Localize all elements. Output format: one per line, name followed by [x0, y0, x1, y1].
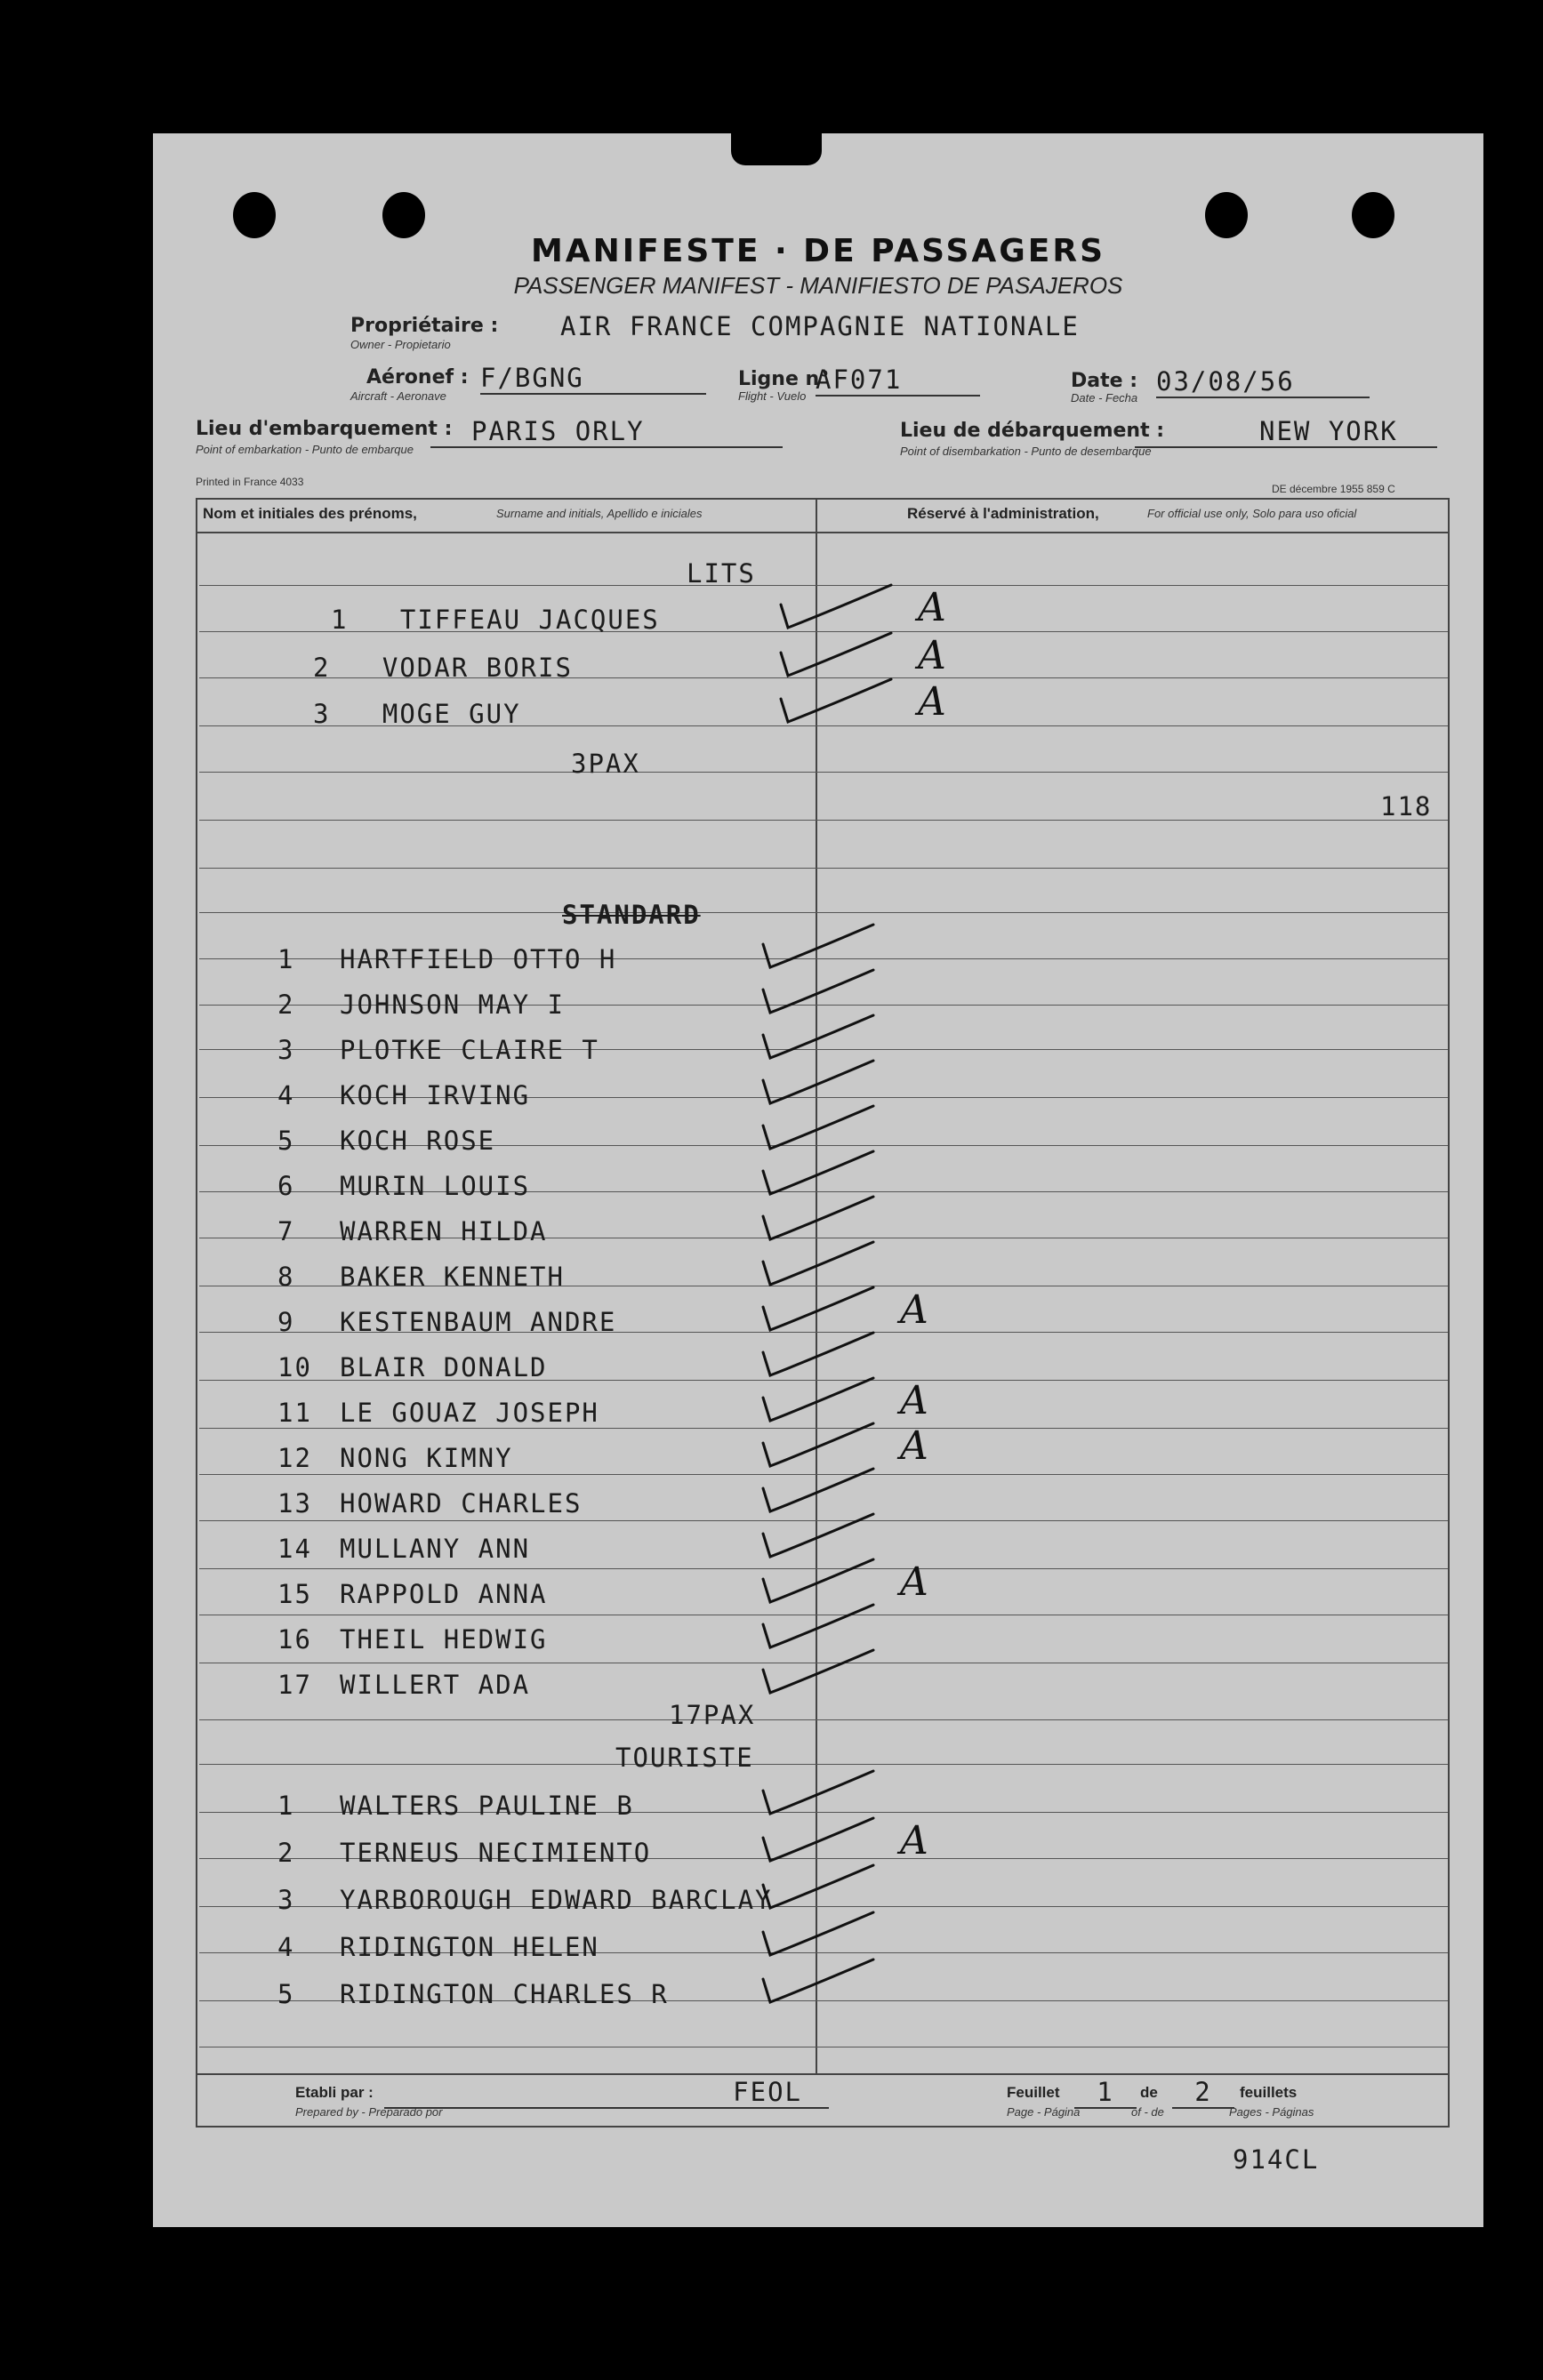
entry-number: 3 [313, 699, 331, 729]
list-item [277, 1885, 773, 1915]
punch-hole-icon [1352, 192, 1394, 238]
lits-total: 3PAX [571, 749, 640, 779]
disembark-value: NEW YORK [1135, 416, 1437, 448]
list-item [277, 1534, 530, 1564]
entry-number: 16 [277, 1624, 312, 1655]
owner-sub: Owner - Propietario [350, 338, 451, 351]
sheets-sub: Pages - Páginas [1229, 2105, 1314, 2119]
entry-number: 1 [331, 605, 349, 635]
entry-name: HARTFIELD OTTO H [340, 944, 617, 974]
entry-name: HOWARD CHARLES [340, 1488, 583, 1519]
list-item [277, 1624, 548, 1655]
admin-mark: A [900, 1287, 928, 1333]
entry-name: MOGE GUY [382, 699, 521, 729]
list-item [277, 1979, 669, 2009]
entry-name: MURIN LOUIS [340, 1171, 531, 1201]
entry-number: 8 [277, 1262, 295, 1292]
names-column-header: Nom et initiales des prénoms, [203, 505, 417, 522]
admin-mark: A [900, 1818, 928, 1863]
entry-name: VODAR BORIS [382, 653, 573, 683]
names-column-sub: Surname and initials, Apellido e iniciales [496, 507, 703, 520]
list-item [331, 605, 660, 635]
entry-name: RIDINGTON CHARLES R [340, 1979, 669, 2009]
admin-mark: A [918, 679, 946, 725]
entry-name: PLOTKE CLAIRE T [340, 1035, 599, 1065]
entry-name: LE GOUAZ JOSEPH [340, 1398, 599, 1428]
flight-label: Ligne n° [738, 368, 830, 390]
footer-divider [196, 2073, 1450, 2075]
prepared-value: FEOL [384, 2077, 829, 2109]
embark-sub: Point of embarkation - Punto de embarque [196, 443, 414, 456]
entry-name: JOHNSON MAY I [340, 990, 565, 1020]
list-item [277, 1443, 513, 1473]
sheet-label: Feuillet [1007, 2084, 1060, 2101]
list-item [277, 1791, 634, 1821]
entry-name: TIFFEAU JACQUES [399, 605, 660, 635]
list-item [277, 1838, 651, 1868]
list-item [277, 1035, 599, 1065]
punch-hole-icon [1205, 192, 1248, 238]
list-item [277, 944, 616, 974]
admin-mark: A [918, 585, 946, 630]
entry-number: 13 [277, 1488, 312, 1519]
entry-name: WALTERS PAULINE B [340, 1791, 634, 1821]
punch-hole-icon [233, 192, 276, 238]
admin-number: 118 [1380, 791, 1433, 821]
entry-number: 11 [277, 1398, 312, 1428]
check-mark-icon [758, 1643, 882, 1705]
entry-name: KESTENBAUM ANDRE [340, 1307, 617, 1337]
sheets-label: feuillets [1240, 2084, 1298, 2101]
list-item [277, 1262, 565, 1292]
owner-value: AIR FRANCE COMPAGNIE NATIONALE [560, 311, 1080, 341]
list-item [277, 1171, 530, 1201]
entry-number: 5 [277, 1126, 295, 1156]
aircraft-value: F/BGNG [480, 363, 706, 395]
list-item [313, 699, 521, 729]
list-item [277, 990, 565, 1020]
admin-mark: A [918, 633, 946, 678]
owner-label: Propriétaire : [350, 315, 499, 337]
entry-name: KOCH ROSE [340, 1126, 496, 1156]
entry-number: 5 [277, 1979, 295, 2009]
manifest-sheet [153, 133, 1483, 2227]
prepared-sub: Prepared by - Preparado por [295, 2105, 443, 2119]
disembark-label: Lieu de débarquement : [900, 420, 1165, 442]
entry-number: 1 [277, 1791, 295, 1821]
disembark-sub: Point of disembarkation - Punto de desembarque [900, 445, 1152, 458]
ruled-line [199, 868, 1448, 869]
date-sub: Date - Fecha [1071, 391, 1138, 405]
of-label: de [1140, 2084, 1158, 2101]
standard-total: 17PAX [669, 1700, 756, 1730]
sheet-total: 2 [1172, 2077, 1234, 2109]
manifest-subtitle: PASSENGER MANIFEST - MANIFIESTO DE PASAJEROS [513, 272, 1123, 299]
list-item [313, 653, 573, 683]
list-item [277, 1080, 530, 1110]
punch-hole-icon [382, 192, 425, 238]
entry-name: KOCH IRVING [340, 1080, 531, 1110]
entry-name: TERNEUS NECIMIENTO [340, 1838, 652, 1868]
date-value: 03/08/56 [1156, 366, 1370, 398]
entry-name: BLAIR DONALD [340, 1352, 548, 1382]
entry-name: RAPPOLD ANNA [340, 1579, 548, 1609]
section-lits: LITS [687, 558, 756, 589]
entry-name: NONG KIMNY [340, 1443, 513, 1473]
admin-mark: A [900, 1378, 928, 1423]
check-mark-icon [776, 672, 900, 734]
entry-name: THEIL HEDWIG [340, 1624, 548, 1655]
sheet-number: 1 [1074, 2077, 1137, 2109]
ruled-line [199, 912, 1448, 913]
list-item [277, 1307, 616, 1337]
of-sub: of - de [1131, 2105, 1164, 2119]
list-item [277, 1352, 548, 1382]
aircraft-label: Aéronef : [366, 366, 469, 389]
entry-number: 12 [277, 1443, 312, 1473]
check-mark-icon [758, 1952, 882, 2015]
entry-number: 2 [313, 653, 331, 683]
entry-number: 3 [277, 1035, 295, 1065]
entry-number: 3 [277, 1885, 295, 1915]
ruled-line [199, 772, 1448, 773]
entry-number: 17 [277, 1670, 312, 1700]
manifest-title: MANIFESTE · DE PASSAGERS [530, 233, 1106, 269]
printed-note: Printed in France 4033 [196, 476, 304, 488]
list-item [277, 1126, 495, 1156]
entry-name: WILLERT ADA [340, 1670, 531, 1700]
entry-number: 2 [277, 990, 295, 1020]
entry-number: 4 [277, 1080, 295, 1110]
entry-number: 15 [277, 1579, 312, 1609]
punch-notch [731, 133, 822, 165]
entry-name: WARREN HILDA [340, 1216, 548, 1246]
entry-number: 7 [277, 1216, 295, 1246]
ruled-line [199, 1719, 1448, 1720]
flight-value: AF071 [816, 365, 980, 397]
list-item [277, 1670, 530, 1700]
embark-value: PARIS ORLY [430, 416, 783, 448]
list-item [277, 1488, 582, 1519]
embark-label: Lieu d'embarquement : [196, 418, 453, 440]
entry-name: YARBOROUGH EDWARD BARCLAY [340, 1885, 773, 1915]
form-reference: DE décembre 1955 859 C [1272, 483, 1395, 495]
list-item [277, 1932, 599, 1962]
date-label: Date : [1071, 370, 1138, 392]
entry-name: RIDINGTON HELEN [340, 1932, 599, 1962]
list-item [277, 1398, 599, 1428]
admin-column-header: Réservé à l'administration, [907, 505, 1099, 522]
entry-number: 9 [277, 1307, 295, 1337]
entry-name: BAKER KENNETH [340, 1262, 565, 1292]
entry-number: 2 [277, 1838, 295, 1868]
admin-column-sub: For official use only, Solo para uso oficial [1147, 507, 1357, 520]
flight-sub: Flight - Vuelo [738, 389, 807, 403]
entry-number: 6 [277, 1171, 295, 1201]
prepared-label: Etabli par : [295, 2084, 374, 2101]
sheet-sub: Page - Página [1007, 2105, 1081, 2119]
admin-mark: A [900, 1559, 928, 1605]
entry-number: 1 [277, 944, 295, 974]
admin-mark: A [900, 1423, 928, 1469]
section-touriste: TOURISTE [615, 1743, 754, 1773]
ruled-line [199, 820, 1448, 821]
entry-name: MULLANY ANN [340, 1534, 531, 1564]
entry-number: 4 [277, 1932, 295, 1962]
entry-number: 10 [277, 1352, 312, 1382]
table-header [196, 498, 1450, 533]
aircraft-sub: Aircraft - Aeronave [350, 389, 446, 403]
list-item [277, 1216, 548, 1246]
manifest-reference: 914CL [1233, 2144, 1320, 2175]
section-standard: STANDARD [562, 900, 701, 930]
list-item [277, 1579, 548, 1609]
entry-number: 14 [277, 1534, 312, 1564]
